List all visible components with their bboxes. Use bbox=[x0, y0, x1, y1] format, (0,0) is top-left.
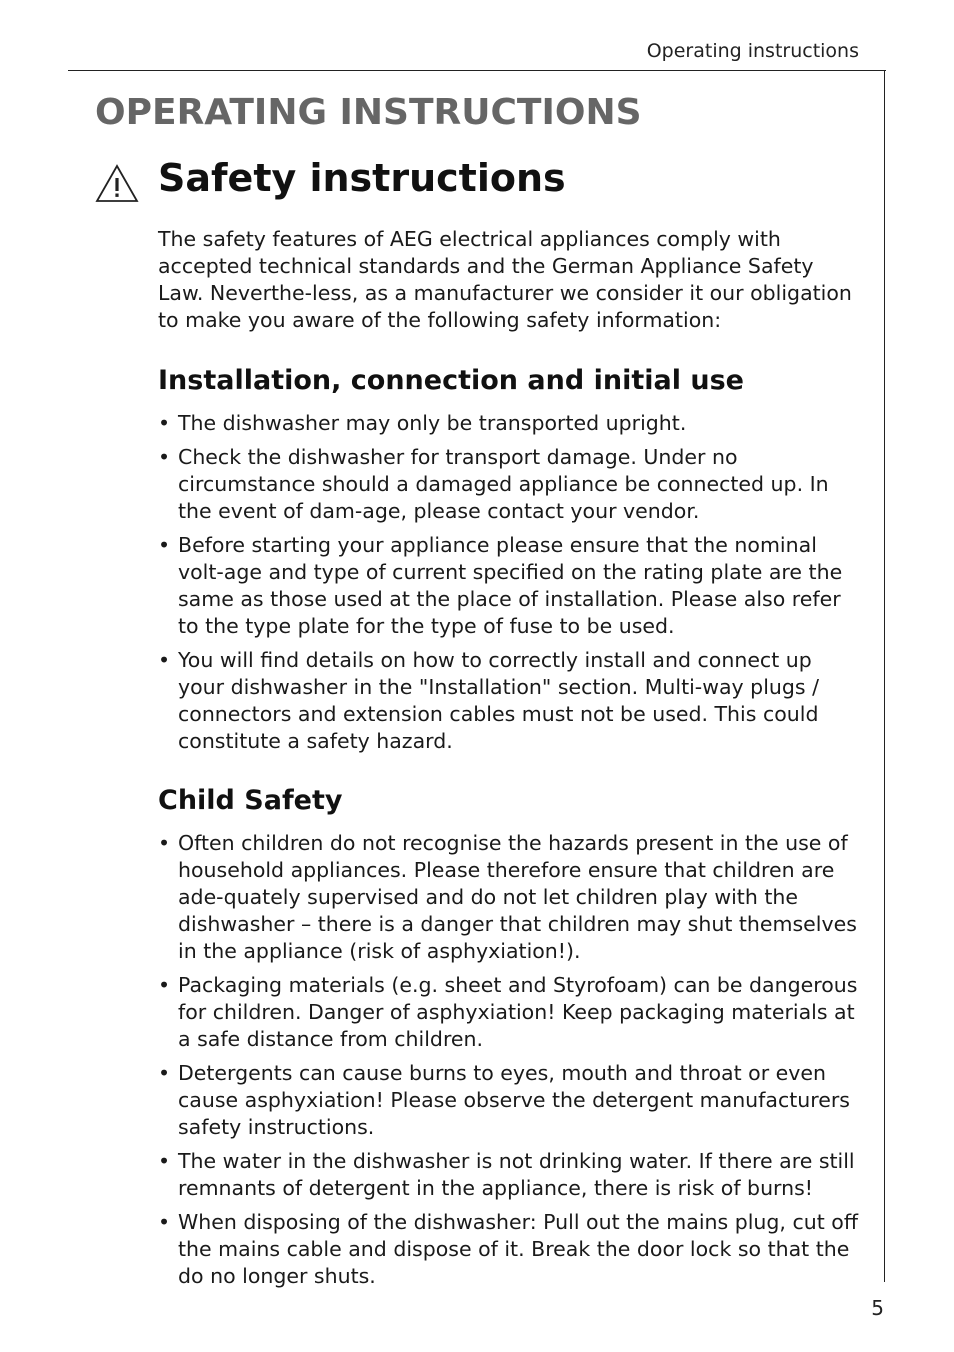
list-item bbox=[158, 1060, 858, 1141]
installation-heading: Installation, connection and initial use bbox=[158, 365, 744, 396]
content-column bbox=[158, 226, 858, 1297]
list-item-text: Packaging materials (e.g. sheet and Styrofoam) can be dangerous for children. Danger of asphyxiation! Keep packaging materials at a safe distance from children. bbox=[178, 973, 858, 1051]
list-item bbox=[158, 1148, 858, 1202]
bullet-icon: • bbox=[158, 831, 171, 855]
list-item-text: Detergents can cause burns to eyes, mouth and throat or even cause asphyxiation! Please observe the detergent manufacturers safety instructions. bbox=[178, 1061, 850, 1139]
list-item-text: The water in the dishwasher is not drinking water. If there are still remnants of detergent in the appliance, there is risk of burns! bbox=[178, 1149, 855, 1200]
running-header: Operating instructions bbox=[646, 40, 859, 62]
list-item-text: Often children do not recognise the hazards present in the use of household appliances. Please therefore ensure that children are ade-quately supervised and do not let children play with the dishwasher – there is a danger that children may shut themselves in the appliance (risk of asphyxiation!). bbox=[178, 831, 857, 963]
bullet-icon: • bbox=[158, 1210, 171, 1234]
list-item-text: When disposing of the dishwasher: Pull out the mains plug, cut off the mains cable and dispose of it. Break the door lock so that the do no longer shuts. bbox=[178, 1210, 858, 1288]
child-safety-heading: Child Safety bbox=[158, 785, 343, 816]
intro-paragraph: The safety features of AEG electrical appliances comply with accepted technical standards and the German Appliance Safety Law. Neverthe-less, as a manufacturer we consider it our obligation to make you aware of the following safety information: bbox=[158, 227, 852, 332]
bullet-icon: • bbox=[158, 973, 171, 997]
list-item bbox=[158, 444, 858, 525]
bullet-icon: • bbox=[158, 445, 171, 469]
list-item-text: Before starting your appliance please ensure that the nominal volt-age and type of current specified on the rating plate are the same as those used at the place of installation. Please also refer to the type plate for the type of fuse to be used. bbox=[178, 533, 843, 638]
list-item bbox=[158, 1209, 858, 1290]
margin-rule bbox=[884, 70, 885, 1282]
section-title: OPERATING INSTRUCTIONS bbox=[95, 92, 642, 133]
bullet-icon: • bbox=[158, 533, 171, 557]
installation-list bbox=[158, 410, 858, 755]
bullet-icon: • bbox=[158, 648, 171, 672]
bullet-icon: • bbox=[158, 1149, 171, 1173]
list-item-text: The dishwasher may only be transported upright. bbox=[178, 411, 687, 435]
page-heading: Safety instructions bbox=[158, 156, 566, 200]
child-safety-list bbox=[158, 830, 858, 1290]
list-item-text: Check the dishwasher for transport damage. Under no circumstance should a damaged appliance be connected up. In the event of dam-age, please contact your vendor. bbox=[178, 445, 829, 523]
page-number: 5 bbox=[871, 1296, 884, 1320]
warning-triangle-icon bbox=[95, 164, 139, 204]
list-item bbox=[158, 410, 858, 437]
bullet-icon: • bbox=[158, 1061, 171, 1085]
list-item bbox=[158, 532, 858, 640]
list-item bbox=[158, 830, 858, 965]
header-rule bbox=[68, 70, 886, 71]
list-item bbox=[158, 972, 858, 1053]
list-item-text: You will find details on how to correctly install and connect up your dishwasher in the "Installation" section. Multi-way plugs / connectors and extension cables must not be used. This could constitute a safety hazard. bbox=[178, 648, 819, 753]
list-item bbox=[158, 647, 858, 755]
bullet-icon: • bbox=[158, 411, 171, 435]
